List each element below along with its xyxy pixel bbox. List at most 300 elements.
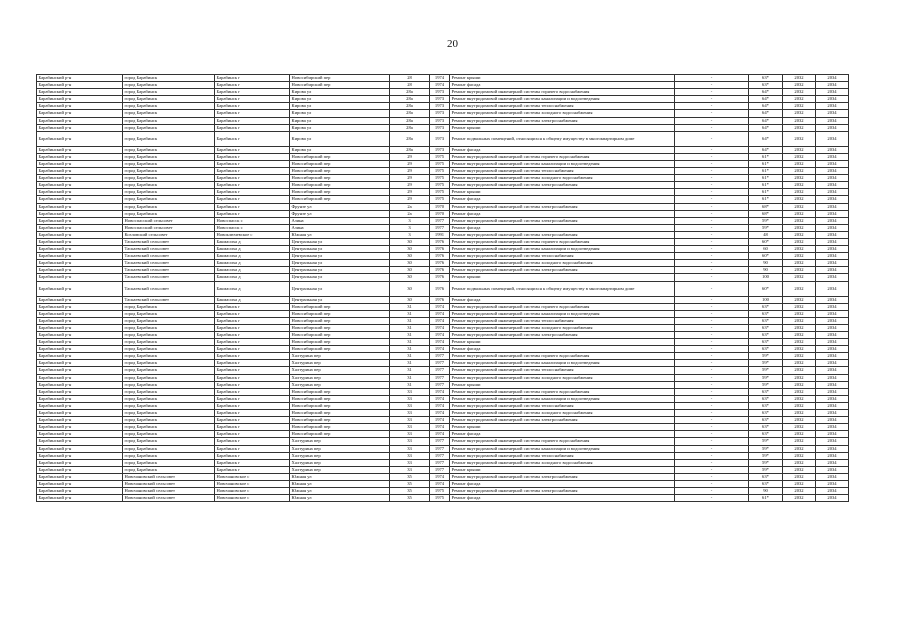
- house-number-cell: 33: [390, 388, 430, 395]
- street-cell: Центральная ул: [290, 253, 390, 260]
- start-year-cell: 2032: [783, 452, 816, 459]
- locality-cell: Новоспасск с: [215, 224, 290, 231]
- wear-percent-cell: 61*: [749, 196, 783, 203]
- table-row: [37, 317, 849, 324]
- locality-cell: Барабинск г: [215, 82, 290, 89]
- district-cell: Барабинский р-н: [37, 231, 123, 238]
- street-cell: Халтурина пер: [290, 353, 390, 360]
- end-year-cell: 2034: [816, 339, 849, 346]
- house-number-cell: 28а: [390, 146, 430, 153]
- locality-cell: Барабинск г: [215, 196, 290, 203]
- work-type-cell: Ремонт внутридомовой инженерной системы горячего водоснабжения: [450, 303, 675, 310]
- street-cell: Кирова ул: [290, 110, 390, 117]
- settlement-cell: город Барабинск: [123, 402, 215, 409]
- locality-cell: Барабинск г: [215, 103, 290, 110]
- settlement-cell: город Барабинск: [123, 452, 215, 459]
- blank-cell: -: [675, 110, 749, 117]
- district-cell: Барабинский р-н: [37, 374, 123, 381]
- district-cell: Барабинский р-н: [37, 253, 123, 260]
- table-row: [37, 438, 849, 445]
- blank-cell: -: [675, 424, 749, 431]
- locality-cell: Новочановское с: [215, 480, 290, 487]
- table-row: [37, 424, 849, 431]
- wear-percent-cell: 63*: [749, 332, 783, 339]
- house-number-cell: 33: [390, 395, 430, 402]
- settlement-cell: город Барабинск: [123, 317, 215, 324]
- table-row: [37, 417, 849, 424]
- street-cell: Кирова ул: [290, 103, 390, 110]
- table-row: [37, 495, 849, 502]
- locality-cell: Бакмасиха д: [215, 296, 290, 303]
- end-year-cell: 2034: [816, 381, 849, 388]
- wear-percent-cell: 63*: [749, 410, 783, 417]
- year-cell: 1973: [430, 89, 450, 96]
- locality-cell: Барабинск г: [215, 374, 290, 381]
- start-year-cell: 2032: [783, 431, 816, 438]
- table-row: [37, 360, 849, 367]
- blank-cell: -: [675, 203, 749, 210]
- blank-cell: -: [675, 117, 749, 124]
- year-cell: 1974: [430, 410, 450, 417]
- wear-percent-cell: 59*: [749, 381, 783, 388]
- district-cell: Барабинский р-н: [37, 466, 123, 473]
- start-year-cell: 2032: [783, 466, 816, 473]
- district-cell: Барабинский р-н: [37, 196, 123, 203]
- street-cell: Новосибирский пер: [290, 317, 390, 324]
- work-type-cell: Ремонт внутридомовой инженерной системы электроснабжения: [450, 332, 675, 339]
- work-type-cell: Ремонт фасада: [450, 346, 675, 353]
- locality-cell: Барабинск г: [215, 210, 290, 217]
- wear-percent-cell: 59*: [749, 445, 783, 452]
- end-year-cell: 2034: [816, 374, 849, 381]
- street-cell: Новосибирский пер: [290, 324, 390, 331]
- work-type-cell: Ремонт внутридомовой инженерной системы канализации и водоотведения: [450, 160, 675, 167]
- year-cell: 1977: [430, 445, 450, 452]
- house-number-cell: 29: [390, 175, 430, 182]
- table-row: [37, 281, 849, 296]
- wear-percent-cell: 63*: [749, 317, 783, 324]
- start-year-cell: 2032: [783, 146, 816, 153]
- end-year-cell: 2034: [816, 488, 849, 495]
- blank-cell: -: [675, 182, 749, 189]
- year-cell: 1976: [430, 246, 450, 253]
- wear-percent-cell: 64*: [749, 124, 783, 131]
- district-cell: Барабинский р-н: [37, 224, 123, 231]
- page-number: 20: [447, 38, 458, 50]
- end-year-cell: 2034: [816, 431, 849, 438]
- table-row: [37, 431, 849, 438]
- blank-cell: -: [675, 168, 749, 175]
- start-year-cell: 2032: [783, 196, 816, 203]
- district-cell: Барабинский р-н: [37, 438, 123, 445]
- house-number-cell: 3: [390, 231, 430, 238]
- table-row: [37, 473, 849, 480]
- settlement-cell: город Барабинск: [123, 374, 215, 381]
- year-cell: 1991: [430, 231, 450, 238]
- year-cell: 1976: [430, 260, 450, 267]
- settlement-cell: город Барабинск: [123, 332, 215, 339]
- wear-percent-cell: 63*: [749, 473, 783, 480]
- settlement-cell: город Барабинск: [123, 203, 215, 210]
- district-cell: Барабинский р-н: [37, 210, 123, 217]
- repair-schedule-table: [36, 74, 849, 502]
- settlement-cell: город Барабинск: [123, 424, 215, 431]
- blank-cell: -: [675, 89, 749, 96]
- end-year-cell: 2034: [816, 303, 849, 310]
- district-cell: Барабинский р-н: [37, 75, 123, 82]
- street-cell: Новосибирский пер: [290, 153, 390, 160]
- wear-percent-cell: 60*: [749, 238, 783, 245]
- street-cell: Кирова ул: [290, 117, 390, 124]
- district-cell: Барабинский р-н: [37, 296, 123, 303]
- start-year-cell: 2032: [783, 110, 816, 117]
- house-number-cell: 33: [390, 431, 430, 438]
- start-year-cell: 2032: [783, 217, 816, 224]
- work-type-cell: Ремонт внутридомовой инженерной системы канализации и водоотведения: [450, 395, 675, 402]
- locality-cell: Барабинск г: [215, 452, 290, 459]
- settlement-cell: Новоспасский сельсовет: [123, 224, 215, 231]
- locality-cell: Барабинск г: [215, 360, 290, 367]
- district-cell: Барабинский р-н: [37, 402, 123, 409]
- start-year-cell: 2032: [783, 281, 816, 296]
- settlement-cell: Таскаевский сельсовет: [123, 274, 215, 281]
- settlement-cell: город Барабинск: [123, 459, 215, 466]
- start-year-cell: 2032: [783, 160, 816, 167]
- settlement-cell: город Барабинск: [123, 310, 215, 317]
- settlement-cell: город Барабинск: [123, 466, 215, 473]
- house-number-cell: 29: [390, 189, 430, 196]
- street-cell: Халтурина пер: [290, 374, 390, 381]
- wear-percent-cell: 63*: [749, 388, 783, 395]
- work-type-cell: Ремонт внутридомовой инженерной системы горячего водоснабжения: [450, 353, 675, 360]
- end-year-cell: 2034: [816, 452, 849, 459]
- blank-cell: -: [675, 395, 749, 402]
- house-number-cell: 29: [390, 196, 430, 203]
- house-number-cell: 33: [390, 452, 430, 459]
- end-year-cell: 2034: [816, 217, 849, 224]
- wear-percent-cell: 90: [749, 488, 783, 495]
- house-number-cell: 31: [390, 303, 430, 310]
- wear-percent-cell: 64*: [749, 89, 783, 96]
- street-cell: Южная ул: [290, 231, 390, 238]
- end-year-cell: 2034: [816, 353, 849, 360]
- district-cell: Барабинский р-н: [37, 160, 123, 167]
- table-row: [37, 203, 849, 210]
- street-cell: Новосибирский пер: [290, 168, 390, 175]
- locality-cell: Новочановское с: [215, 488, 290, 495]
- locality-cell: Барабинск г: [215, 438, 290, 445]
- table-row: [37, 488, 849, 495]
- blank-cell: -: [675, 124, 749, 131]
- end-year-cell: 2034: [816, 124, 849, 131]
- settlement-cell: город Барабинск: [123, 210, 215, 217]
- end-year-cell: 2034: [816, 146, 849, 153]
- table-row: [37, 381, 849, 388]
- district-cell: Барабинский р-н: [37, 217, 123, 224]
- locality-cell: Бакмасиха д: [215, 281, 290, 296]
- work-type-cell: Ремонт внутридомовой инженерной системы горячего водоснабжения: [450, 438, 675, 445]
- blank-cell: -: [675, 431, 749, 438]
- district-cell: Барабинский р-н: [37, 303, 123, 310]
- end-year-cell: 2034: [816, 466, 849, 473]
- work-type-cell: Ремонт крыши: [450, 189, 675, 196]
- street-cell: Центральная ул: [290, 246, 390, 253]
- district-cell: Барабинский р-н: [37, 175, 123, 182]
- year-cell: 1975: [430, 160, 450, 167]
- start-year-cell: 2032: [783, 274, 816, 281]
- work-type-cell: Ремонт внутридомовой инженерной системы холодного водоснабжения: [450, 260, 675, 267]
- district-cell: Барабинский р-н: [37, 367, 123, 374]
- house-number-cell: 31: [390, 381, 430, 388]
- start-year-cell: 2032: [783, 388, 816, 395]
- wear-percent-cell: 63*: [749, 303, 783, 310]
- blank-cell: -: [675, 332, 749, 339]
- blank-cell: -: [675, 495, 749, 502]
- blank-cell: -: [675, 267, 749, 274]
- work-type-cell: Ремонт внутридомовой инженерной системы холодного водоснабжения: [450, 410, 675, 417]
- blank-cell: -: [675, 146, 749, 153]
- district-cell: Барабинский р-н: [37, 89, 123, 96]
- year-cell: 1977: [430, 459, 450, 466]
- locality-cell: Бакмасиха д: [215, 246, 290, 253]
- work-type-cell: Ремонт внутридомовой инженерной системы горячего водоснабжения: [450, 153, 675, 160]
- start-year-cell: 2032: [783, 324, 816, 331]
- table-row: [37, 339, 849, 346]
- district-cell: Барабинский р-н: [37, 339, 123, 346]
- start-year-cell: 2032: [783, 168, 816, 175]
- blank-cell: -: [675, 175, 749, 182]
- settlement-cell: город Барабинск: [123, 89, 215, 96]
- district-cell: Барабинский р-н: [37, 146, 123, 153]
- table-row: [37, 103, 849, 110]
- table-row: [37, 153, 849, 160]
- district-cell: Барабинский р-н: [37, 424, 123, 431]
- end-year-cell: 2034: [816, 168, 849, 175]
- blank-cell: -: [675, 346, 749, 353]
- start-year-cell: 2032: [783, 189, 816, 196]
- end-year-cell: 2034: [816, 317, 849, 324]
- start-year-cell: 2032: [783, 346, 816, 353]
- year-cell: 1975: [430, 196, 450, 203]
- settlement-cell: город Барабинск: [123, 431, 215, 438]
- locality-cell: Барабинск г: [215, 417, 290, 424]
- wear-percent-cell: 60*: [749, 281, 783, 296]
- district-cell: Барабинский р-н: [37, 189, 123, 196]
- blank-cell: -: [675, 189, 749, 196]
- wear-percent-cell: 61*: [749, 168, 783, 175]
- blank-cell: -: [675, 452, 749, 459]
- wear-percent-cell: 59*: [749, 217, 783, 224]
- house-number-cell: 30: [390, 253, 430, 260]
- locality-cell: Барабинск г: [215, 203, 290, 210]
- district-cell: Барабинский р-н: [37, 238, 123, 245]
- blank-cell: -: [675, 246, 749, 253]
- settlement-cell: Новочановский сельсовет: [123, 495, 215, 502]
- blank-cell: -: [675, 374, 749, 381]
- start-year-cell: 2032: [783, 417, 816, 424]
- locality-cell: Барабинск г: [215, 410, 290, 417]
- end-year-cell: 2034: [816, 281, 849, 296]
- wear-percent-cell: 63*: [749, 417, 783, 424]
- end-year-cell: 2034: [816, 246, 849, 253]
- district-cell: Барабинский р-н: [37, 381, 123, 388]
- locality-cell: Барабинск г: [215, 310, 290, 317]
- street-cell: Центральная ул: [290, 238, 390, 245]
- end-year-cell: 2034: [816, 175, 849, 182]
- start-year-cell: 2032: [783, 267, 816, 274]
- table-row: [37, 388, 849, 395]
- house-number-cell: 3: [390, 217, 430, 224]
- wear-percent-cell: 60: [749, 246, 783, 253]
- blank-cell: -: [675, 210, 749, 217]
- locality-cell: Барабинск г: [215, 395, 290, 402]
- street-cell: Халтурина пер: [290, 438, 390, 445]
- district-cell: Барабинский р-н: [37, 332, 123, 339]
- locality-cell: Барабинск г: [215, 332, 290, 339]
- end-year-cell: 2034: [816, 332, 849, 339]
- district-cell: Барабинский р-н: [37, 459, 123, 466]
- house-number-cell: 29: [390, 182, 430, 189]
- district-cell: Барабинский р-н: [37, 360, 123, 367]
- wear-percent-cell: 63*: [749, 424, 783, 431]
- end-year-cell: 2034: [816, 346, 849, 353]
- work-type-cell: Ремонт подвальных помещений, относящихся к общему имуществу в многоквартирном доме: [450, 281, 675, 296]
- wear-percent-cell: 59*: [749, 367, 783, 374]
- street-cell: Халтурина пер: [290, 381, 390, 388]
- street-cell: Центральная ул: [290, 274, 390, 281]
- house-number-cell: 33: [390, 459, 430, 466]
- street-cell: Новосибирский пер: [290, 182, 390, 189]
- work-type-cell: Ремонт внутридомовой инженерной системы холодного водоснабжения: [450, 175, 675, 182]
- settlement-cell: Таскаевский сельсовет: [123, 238, 215, 245]
- blank-cell: -: [675, 260, 749, 267]
- end-year-cell: 2034: [816, 182, 849, 189]
- wear-percent-cell: 100: [749, 274, 783, 281]
- blank-cell: -: [675, 238, 749, 245]
- house-number-cell: 30: [390, 238, 430, 245]
- settlement-cell: город Барабинск: [123, 388, 215, 395]
- work-type-cell: Ремонт внутридомовой инженерной системы канализации и водоотведения: [450, 96, 675, 103]
- start-year-cell: 2032: [783, 203, 816, 210]
- settlement-cell: город Барабинск: [123, 75, 215, 82]
- street-cell: Новосибирский пер: [290, 196, 390, 203]
- settlement-cell: город Барабинск: [123, 182, 215, 189]
- house-number-cell: 31: [390, 367, 430, 374]
- year-cell: 1975: [430, 168, 450, 175]
- locality-cell: Барабинск г: [215, 381, 290, 388]
- blank-cell: -: [675, 466, 749, 473]
- district-cell: Барабинский р-н: [37, 495, 123, 502]
- table-row: [37, 296, 849, 303]
- wear-percent-cell: 59*: [749, 374, 783, 381]
- start-year-cell: 2032: [783, 303, 816, 310]
- blank-cell: -: [675, 438, 749, 445]
- wear-percent-cell: 63*: [749, 339, 783, 346]
- street-cell: Азина: [290, 217, 390, 224]
- wear-percent-cell: 63*: [749, 402, 783, 409]
- district-cell: Барабинский р-н: [37, 117, 123, 124]
- table-row: [37, 189, 849, 196]
- start-year-cell: 2032: [783, 410, 816, 417]
- year-cell: 1974: [430, 395, 450, 402]
- end-year-cell: 2034: [816, 189, 849, 196]
- table-row: [37, 445, 849, 452]
- table-row: [37, 260, 849, 267]
- blank-cell: -: [675, 310, 749, 317]
- year-cell: 1970: [430, 210, 450, 217]
- house-number-cell: 28: [390, 82, 430, 89]
- street-cell: Новосибирский пер: [290, 310, 390, 317]
- wear-percent-cell: 61*: [749, 175, 783, 182]
- table-row: [37, 146, 849, 153]
- work-type-cell: Ремонт крыши: [450, 124, 675, 131]
- work-type-cell: Ремонт внутридомовой инженерной системы теплоснабжения: [450, 253, 675, 260]
- house-number-cell: 29: [390, 153, 430, 160]
- start-year-cell: 2032: [783, 360, 816, 367]
- street-cell: Фрунзе ул: [290, 210, 390, 217]
- year-cell: 1975: [430, 182, 450, 189]
- wear-percent-cell: 61*: [749, 189, 783, 196]
- wear-percent-cell: 63*: [749, 75, 783, 82]
- house-number-cell: 31: [390, 317, 430, 324]
- blank-cell: -: [675, 473, 749, 480]
- blank-cell: -: [675, 224, 749, 231]
- house-number-cell: 33: [390, 466, 430, 473]
- start-year-cell: 2032: [783, 339, 816, 346]
- year-cell: 1976: [430, 281, 450, 296]
- wear-percent-cell: 64*: [749, 103, 783, 110]
- locality-cell: Барабинск г: [215, 153, 290, 160]
- settlement-cell: город Барабинск: [123, 438, 215, 445]
- wear-percent-cell: 59*: [749, 452, 783, 459]
- year-cell: 1976: [430, 238, 450, 245]
- blank-cell: -: [675, 153, 749, 160]
- district-cell: Барабинский р-н: [37, 182, 123, 189]
- start-year-cell: 2032: [783, 210, 816, 217]
- locality-cell: Барабинск г: [215, 367, 290, 374]
- year-cell: 1973: [430, 146, 450, 153]
- blank-cell: -: [675, 459, 749, 466]
- street-cell: Новосибирский пер: [290, 417, 390, 424]
- table-row: [37, 117, 849, 124]
- wear-percent-cell: 59*: [749, 353, 783, 360]
- locality-cell: Барабинск г: [215, 96, 290, 103]
- settlement-cell: город Барабинск: [123, 346, 215, 353]
- house-number-cell: 28а: [390, 124, 430, 131]
- end-year-cell: 2034: [816, 310, 849, 317]
- locality-cell: Бакмасиха д: [215, 260, 290, 267]
- settlement-cell: город Барабинск: [123, 303, 215, 310]
- settlement-cell: город Барабинск: [123, 131, 215, 146]
- end-year-cell: 2034: [816, 231, 849, 238]
- end-year-cell: 2034: [816, 253, 849, 260]
- house-number-cell: 35: [390, 473, 430, 480]
- year-cell: 1974: [430, 388, 450, 395]
- work-type-cell: Ремонт внутридомовой инженерной системы теплоснабжения: [450, 452, 675, 459]
- street-cell: Халтурина пер: [290, 459, 390, 466]
- settlement-cell: Новочановский сельсовет: [123, 473, 215, 480]
- year-cell: 1977: [430, 374, 450, 381]
- start-year-cell: 2032: [783, 231, 816, 238]
- start-year-cell: 2032: [783, 246, 816, 253]
- work-type-cell: Ремонт внутридомовой инженерной системы теплоснабжения: [450, 168, 675, 175]
- end-year-cell: 2034: [816, 410, 849, 417]
- house-number-cell: 29: [390, 160, 430, 167]
- house-number-cell: 28а: [390, 131, 430, 146]
- work-type-cell: Ремонт крыши: [450, 381, 675, 388]
- year-cell: 1974: [430, 417, 450, 424]
- table-row: [37, 324, 849, 331]
